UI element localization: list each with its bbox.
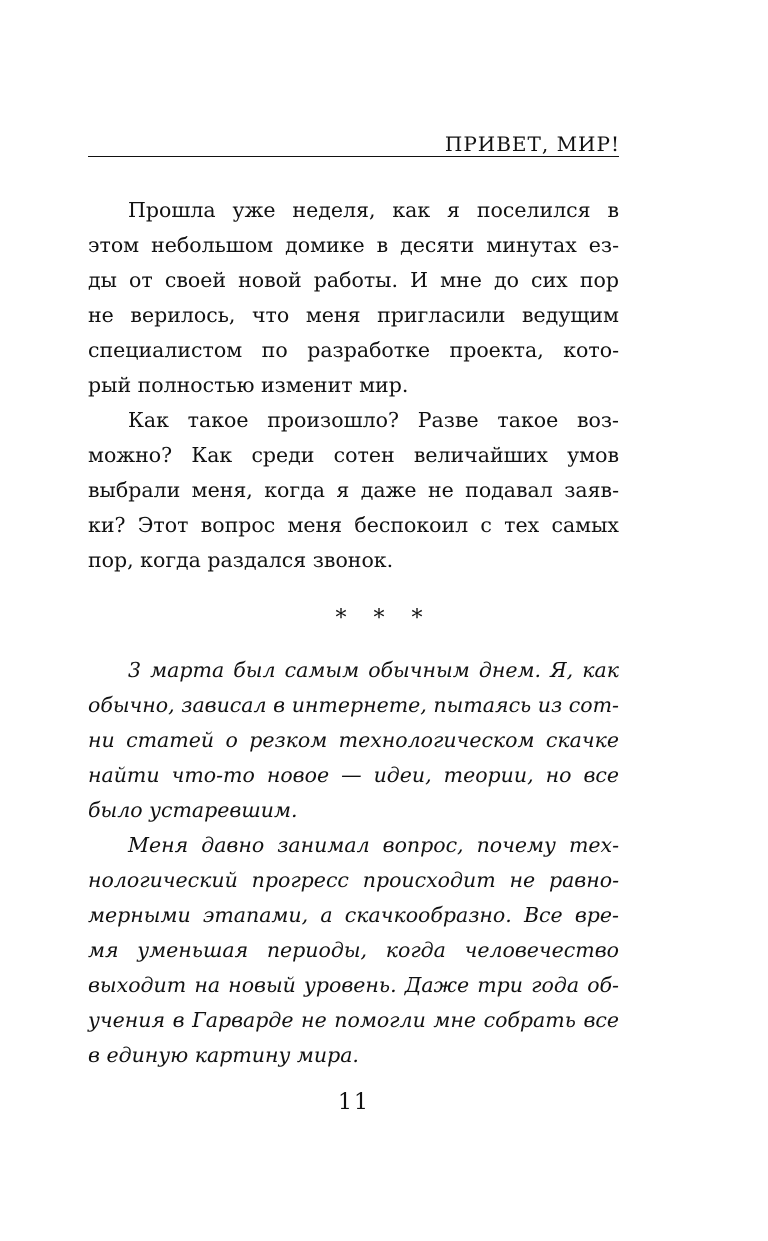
- page-number: 11: [338, 1090, 370, 1115]
- text-line: ды от своей новой работы. И мне до сих пор: [88, 268, 619, 292]
- text-line: нологический прогресс происходит не равно-: [88, 868, 619, 892]
- text-line: 3 марта был самым обычным днем. Я, как: [128, 658, 619, 682]
- header-rule: [88, 156, 619, 157]
- text-line: пор, когда раздался звонок.: [88, 548, 394, 572]
- text-block-regular: [88, 193, 619, 578]
- text-line: выбрали меня, когда я даже не подавал заяв-: [88, 478, 619, 502]
- text-line: можно? Как среди сотен величайших умов: [88, 443, 619, 467]
- text-line: Прошла уже неделя, как я поселился в: [128, 198, 619, 222]
- text-line: учения в Гарварде не помогли мне собрать все: [88, 1008, 619, 1032]
- text-line: было устаревшим.: [88, 798, 298, 822]
- text-line: в единую картину мира.: [88, 1043, 359, 1067]
- text-line: не верилось, что меня пригласили ведущим: [88, 303, 619, 327]
- text-line: обычно, зависал в интернете, пытаясь из сот-: [88, 693, 619, 717]
- paragraph: [88, 828, 619, 1073]
- text-line: мя уменьшая периоды, когда человечество: [88, 938, 619, 962]
- text-line: мерными этапами, а скачкообразно. Все вре-: [88, 903, 619, 927]
- text-line: ни статей о резком технологическом скачке: [88, 728, 619, 752]
- text-line: выходит на новый уровень. Даже три года об-: [88, 973, 619, 997]
- paragraph: [88, 193, 619, 403]
- text-line: ки? Этот вопрос меня беспокоил с тех самых: [88, 513, 619, 537]
- text-block-italic: [88, 653, 619, 1073]
- text-line: рый полностью изменит мир.: [88, 373, 409, 397]
- text-line: Меня давно занимал вопрос, почему тех-: [128, 833, 619, 857]
- text-line: специалистом по разработке проекта, кото-: [88, 338, 619, 362]
- text-line: этом небольшом домике в десяти минутах ез-: [88, 233, 619, 257]
- paragraph: [88, 653, 619, 828]
- running-header-title: ПРИВЕТ, МИР!: [444, 132, 620, 156]
- paragraph: [88, 403, 619, 578]
- text-line: найти что-то новое — идеи, теории, но все: [88, 763, 619, 787]
- text-line: Как такое произошло? Разве такое воз-: [128, 408, 619, 432]
- section-separator: * * *: [335, 606, 433, 631]
